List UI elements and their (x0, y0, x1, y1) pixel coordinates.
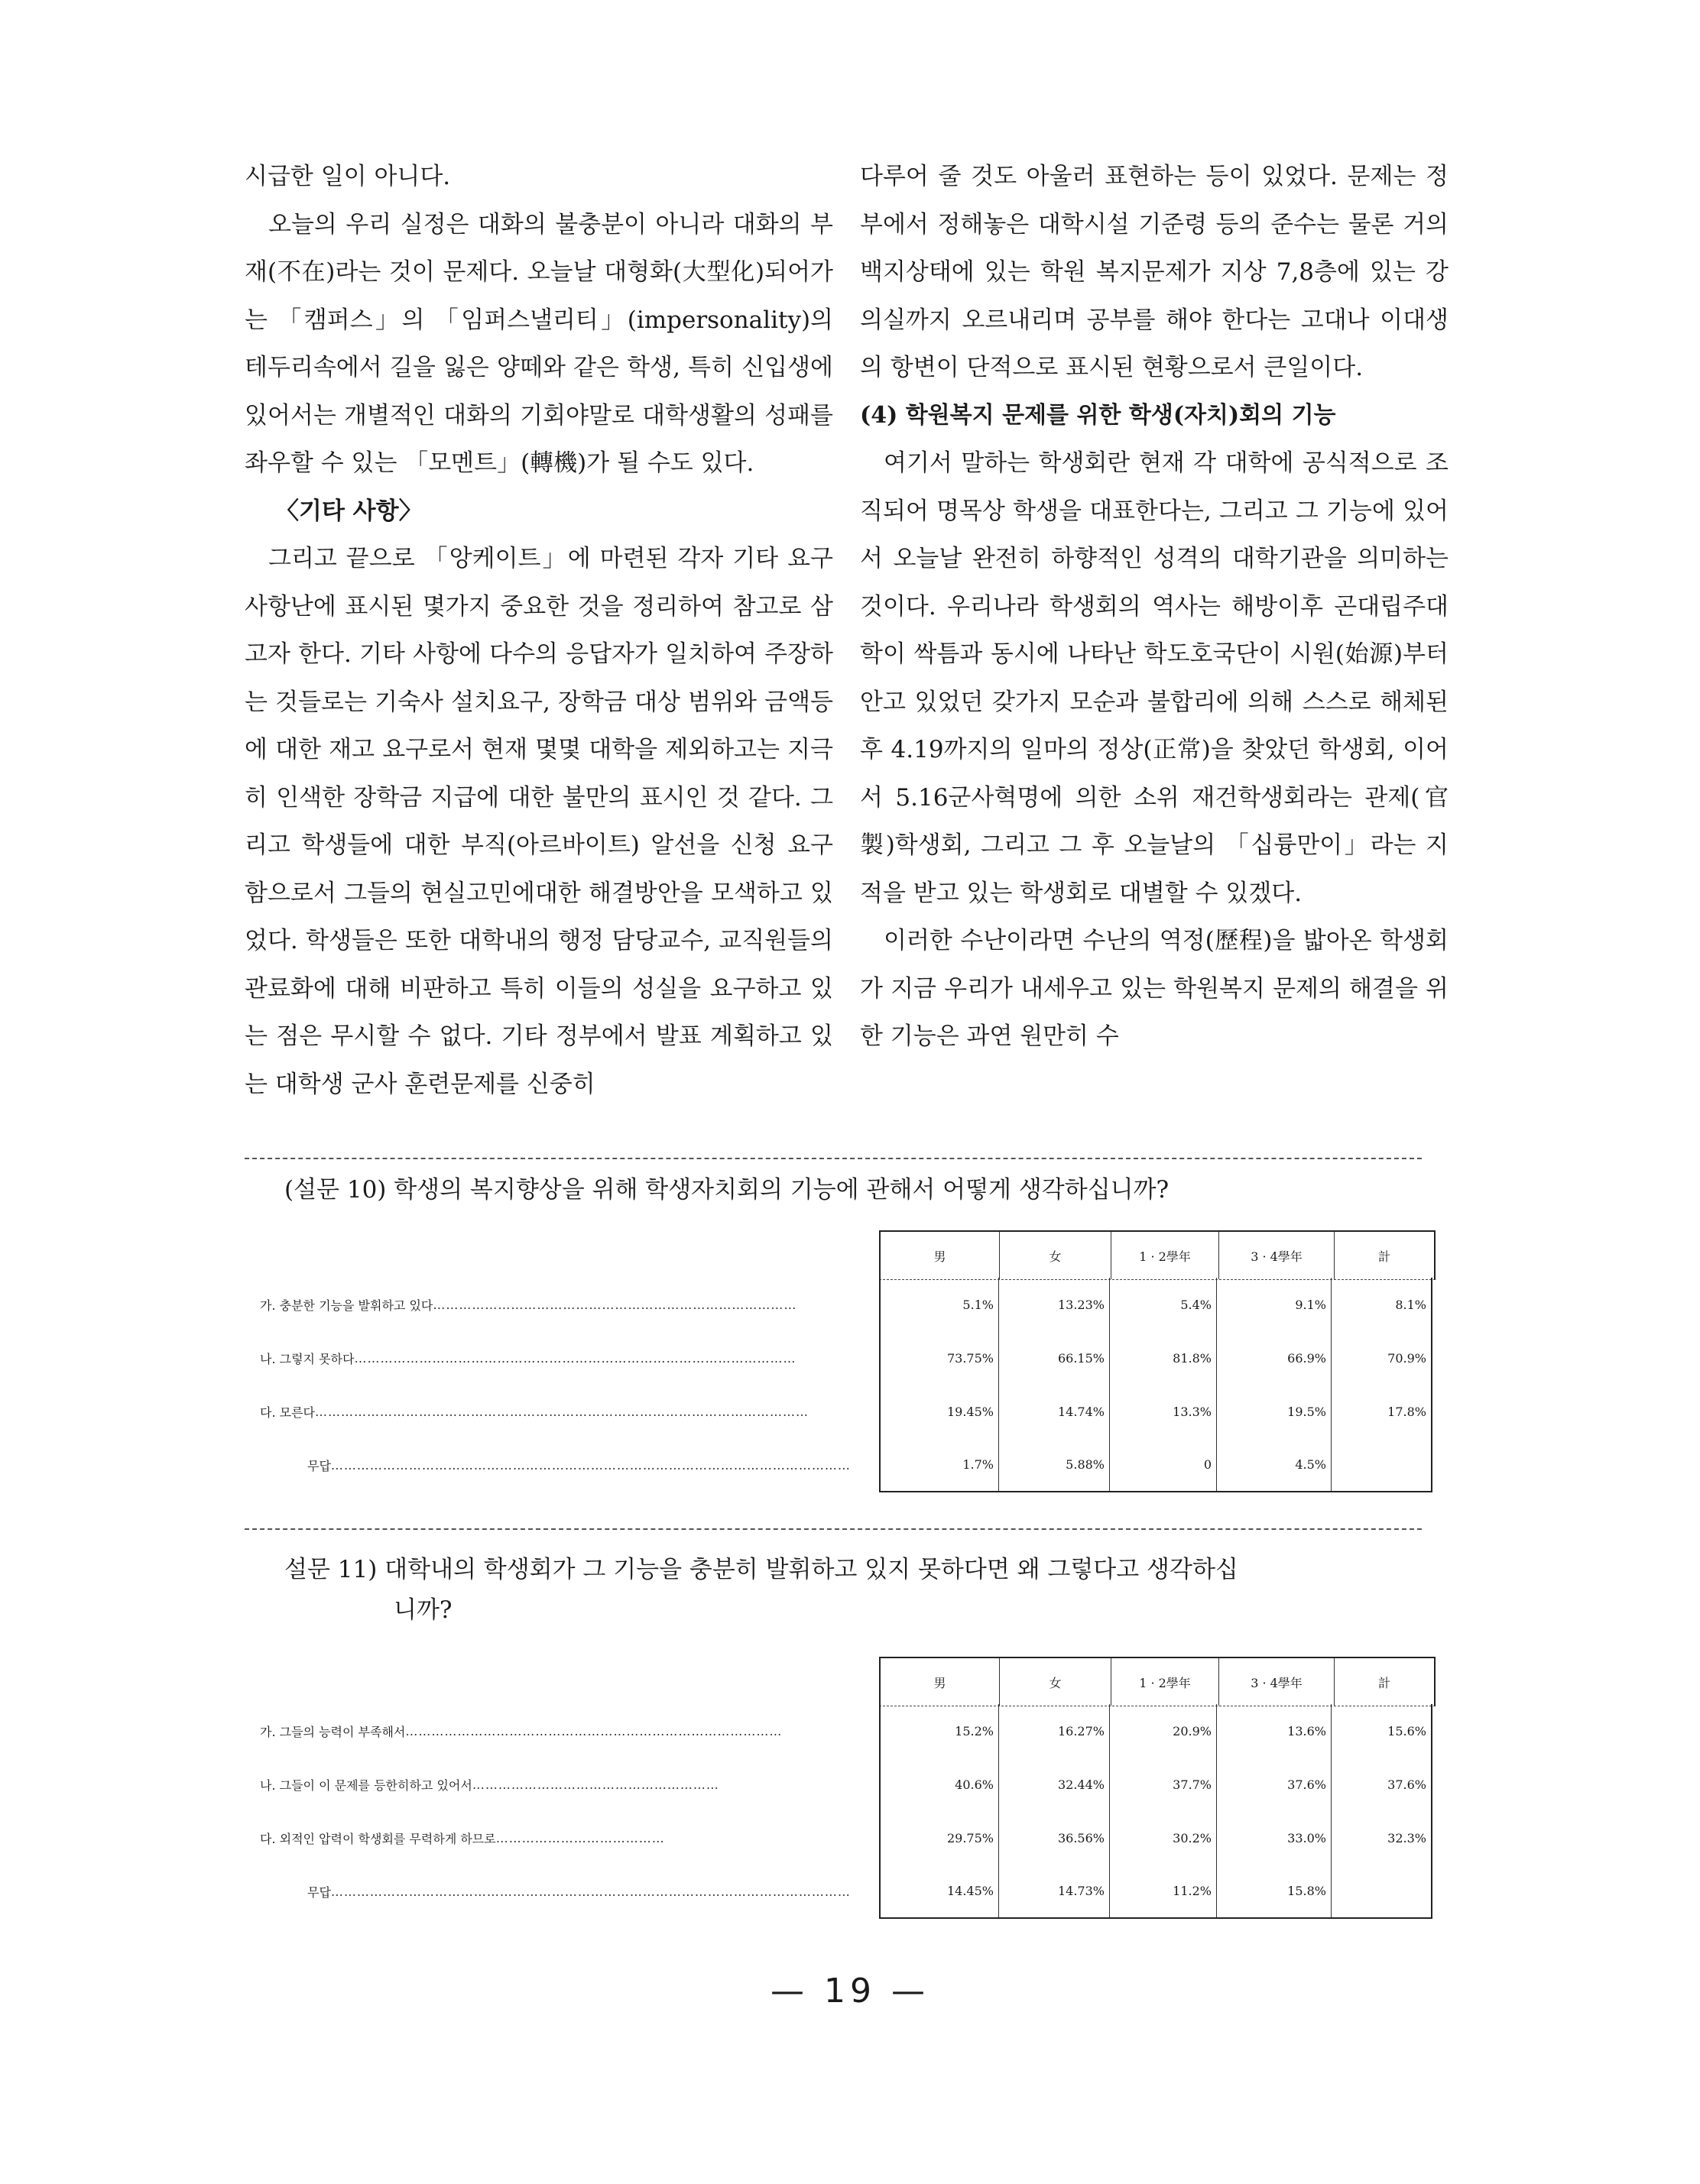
header-cell: 女 (1000, 1658, 1111, 1706)
header-cell: 女 (1000, 1232, 1111, 1279)
survey-11-table-header (879, 1657, 1436, 1706)
table-cell: 13.23% (999, 1278, 1110, 1331)
table-cell: 9.1% (1217, 1278, 1332, 1331)
table-cell: 17.8% (1387, 1404, 1426, 1419)
table-cell: 14.45% (881, 1864, 999, 1917)
table-cell: 14.74% (999, 1385, 1110, 1438)
table-cell (1332, 1437, 1431, 1491)
table-cell: 40.6% (881, 1758, 999, 1811)
table-row: 나. 그렇지 못하다 ………………………………………………………………………………………… 73.75% 66.15% 81.8% 66.9% 70.9% (260, 1331, 1432, 1385)
row-label: 가. 그들의 능력이 부족해서 (260, 1724, 406, 1739)
right-column (860, 153, 1449, 1061)
table-cell: 66.9% (1217, 1331, 1332, 1385)
table-cell: 16.27% (999, 1704, 1110, 1758)
paragraph: 여기서 말하는 학생회란 현재 각 대학에 공식적으로 조직되어 명목상 학생을 대표한다는, 그리고 그 기능에 있어서 오늘날 완전히 하향적인 성격의 대학기관을 의미하는 것이다. 우리나라 학생회의 역사는 해방이후 곤대립주대학이 싹틈과 동시에 나타난 학도호국단이 시원(始源)부터 안고 있었던 갖가지 모순과 불합리에 의해 스스로 해체된 후 4.19까지의 일마의 정상(正常)을 찾았던 학생회, 이어서 5.16군사혁명에 의한 소위 재건학생회라는 관제(官製)학생회, 그리고 그 후 오늘날의 「십륭만이」라는 지적을 받고 있는 학생회로 대별할 수 있겠다. (860, 449, 1449, 907)
header-cell: 3 · 4學年 (1219, 1232, 1335, 1279)
table-cell: 20.9% (1110, 1704, 1217, 1758)
survey-10-table-header (879, 1230, 1436, 1280)
row-label: 무답 (307, 1458, 331, 1473)
table-cell: 33.0% (1217, 1811, 1332, 1865)
section-heading: (4) 학원복지 문제를 위한 학생(자치)회의 기능 (860, 401, 1336, 429)
left-column (245, 153, 833, 1108)
page-number: — 19 — (771, 1972, 929, 2011)
table-row: 다. 외적인 압력이 학생회를 무력하게 하므로 ………………………………… 29.75% 36.56% 30.2% 33.0% 32.3% (260, 1811, 1432, 1865)
table-cell: 37.7% (1110, 1758, 1217, 1811)
table-cell: 15.2% (881, 1704, 999, 1758)
table-cell: 30.2% (1110, 1811, 1217, 1865)
table-cell: 32.3% (1387, 1830, 1426, 1845)
table-cell: 81.8% (1110, 1331, 1217, 1385)
row-label: 다. 외적인 압력이 학생회를 무력하게 하므로 (260, 1831, 496, 1846)
table-cell (1332, 1864, 1431, 1917)
header-cell: 計 (1377, 1675, 1390, 1690)
header-cell: 3 · 4學年 (1219, 1658, 1335, 1706)
section-heading: 〈기타 사항〉 (275, 497, 423, 525)
row-label: 무답 (307, 1884, 331, 1900)
divider (245, 1528, 1422, 1530)
table-cell: 37.6% (1217, 1758, 1332, 1811)
table-cell: 14.73% (999, 1864, 1110, 1917)
table-row: 다. 모른다 …………………………………………………………………………………………………… 19.45% 14.74% 13.3% 19.5% 17.8% (260, 1385, 1432, 1438)
table-cell: 5.1% (881, 1278, 999, 1331)
survey-11-title-continued: 니까? (394, 1596, 453, 1624)
table-row: 나. 그들이 이 문제를 등한히하고 있어서 ………………………………………………… 40.6% 32.44% 37.7% 37.6% 37.6% (260, 1758, 1432, 1811)
table-cell: 19.45% (881, 1385, 999, 1438)
table-cell: 70.9% (1387, 1350, 1426, 1366)
header-cell: 男 (881, 1658, 1000, 1706)
table-cell: 29.75% (881, 1811, 999, 1865)
row-label: 나. 그렇지 못하다 (260, 1351, 355, 1366)
header-cell: 1 · 2學年 (1111, 1232, 1219, 1279)
table-cell: 0 (1110, 1437, 1217, 1491)
survey-11-title: 설문 11) 대학내의 학생회가 그 기능을 충분히 발휘하고 있지 못하다면 왜 그렇다고 생각하십 (284, 1556, 1238, 1583)
table-row: 가. 그들의 능력이 부족해서 …………………………………………………………………………… 15.2% 16.27% 20.9% 13.6% 15.6% (260, 1704, 1432, 1758)
paragraph: 다루어 줄 것도 아울러 표현하는 등이 있었다. 문제는 정부에서 정해놓은 대학시설 기준령 등의 준수는 물론 거의 백지상태에 있는 학원 복지문제가 지상 7,8층에 있는 강의실까지 오르내리며 공부를 해야 한다는 고대나 이대생의 항변이 단적으로 표시된 현황으로서 큰일이다. (860, 163, 1449, 381)
header-cell: 1 · 2學年 (1111, 1658, 1219, 1706)
survey-10-title: (설문 10) 학생의 복지향상을 위해 학생자치회의 기능에 관해서 어떻게 생각하십니까? (284, 1176, 1170, 1204)
table-cell: 13.3% (1110, 1385, 1217, 1438)
row-label: 가. 충분한 기능을 발휘하고 있다 (260, 1298, 433, 1313)
table-cell: 8.1% (1395, 1297, 1426, 1312)
header-cell: 男 (881, 1232, 1000, 1279)
table-cell: 11.2% (1110, 1864, 1217, 1917)
header-cell: 計 (1377, 1249, 1390, 1264)
table-cell: 13.6% (1217, 1704, 1332, 1758)
paragraph: 이러한 수난이라면 수난의 역정(歷程)을 밟아온 학생회가 지금 우리가 내세우고 있는 학원복지 문제의 해결을 위한 기능은 과연 원만히 수 (860, 927, 1449, 1050)
table-cell: 66.15% (999, 1331, 1110, 1385)
table-cell: 4.5% (1217, 1437, 1332, 1491)
paragraph: 오늘의 우리 실정은 대화의 불충분이 아니라 대화의 부재(不在)라는 것이 문제다. 오늘날 대형화(大型化)되어가는 「캠퍼스」의 「임퍼스낼리티」(impersonality)의 테두리속에서 길을 잃은 양떼와 같은 학생, 특히 신입생에 있어서는 개별적인 대화의 기회야말로 대학생활의 성패를 좌우할 수 있는 「모멘트」(轉機)가 될 수도 있다. (245, 210, 833, 477)
table-cell: 1.7% (881, 1437, 999, 1491)
table-cell: 5.4% (1110, 1278, 1217, 1331)
table-cell: 15.8% (1217, 1864, 1332, 1917)
table-cell: 15.6% (1387, 1723, 1426, 1738)
divider (245, 1158, 1422, 1159)
paragraph: 시급한 일이 아니다. (245, 163, 451, 190)
table-cell: 73.75% (881, 1331, 999, 1385)
table-row: 무답 ………………………………………………………………………………………………………… 14.45% 14.73% 11.2% 15.8% (260, 1865, 1432, 1918)
table-cell: 36.56% (999, 1811, 1110, 1865)
table-cell: 37.6% (1387, 1777, 1426, 1792)
table-cell: 5.88% (999, 1437, 1110, 1491)
paragraph: 그리고 끝으로 「앙케이트」에 마련된 각자 기타 요구 사항난에 표시된 몇가지 중요한 것을 정리하여 참고로 삼고자 한다. 기타 사항에 다수의 응답자가 일치하여 주장하는 것들로는 기숙사 설치요구, 장학금 대상 범위와 금액등에 대한 재고 요구로서 현재 몇몇 대학을 제외하고는 지극히 인색한 장학금 지급에 대한 불만의 표시인 것 같다. 그리고 학생들에 대한 부직(아르바이트) 알선을 신청 요구함으로서 그들의 현실고민에대한 해결방안을 모색하고 있었다. 학생들은 또한 대학내의 행정 담당교수, 교직원들의 관료화에 대해 비판하고 특히 이들의 성실을 요구하고 있는 점은 무시할 수 없다. 기타 정부에서 발표 계획하고 있는 대학생 군사 훈련문제를 신중히 (245, 545, 833, 1098)
table-row: 무답 ………………………………………………………………………………………………………… 1.7% 5.88% 0 4.5% (260, 1438, 1432, 1492)
table-cell: 19.5% (1217, 1385, 1332, 1438)
table-row: 가. 충분한 기능을 발휘하고 있다 ………………………………………………………………………… 5.1% 13.23% 5.4% 9.1% 8.1% (260, 1278, 1432, 1331)
table-cell: 32.44% (999, 1758, 1110, 1811)
row-label: 다. 모른다 (260, 1405, 315, 1420)
row-label: 나. 그들이 이 문제를 등한히하고 있어서 (260, 1777, 472, 1793)
